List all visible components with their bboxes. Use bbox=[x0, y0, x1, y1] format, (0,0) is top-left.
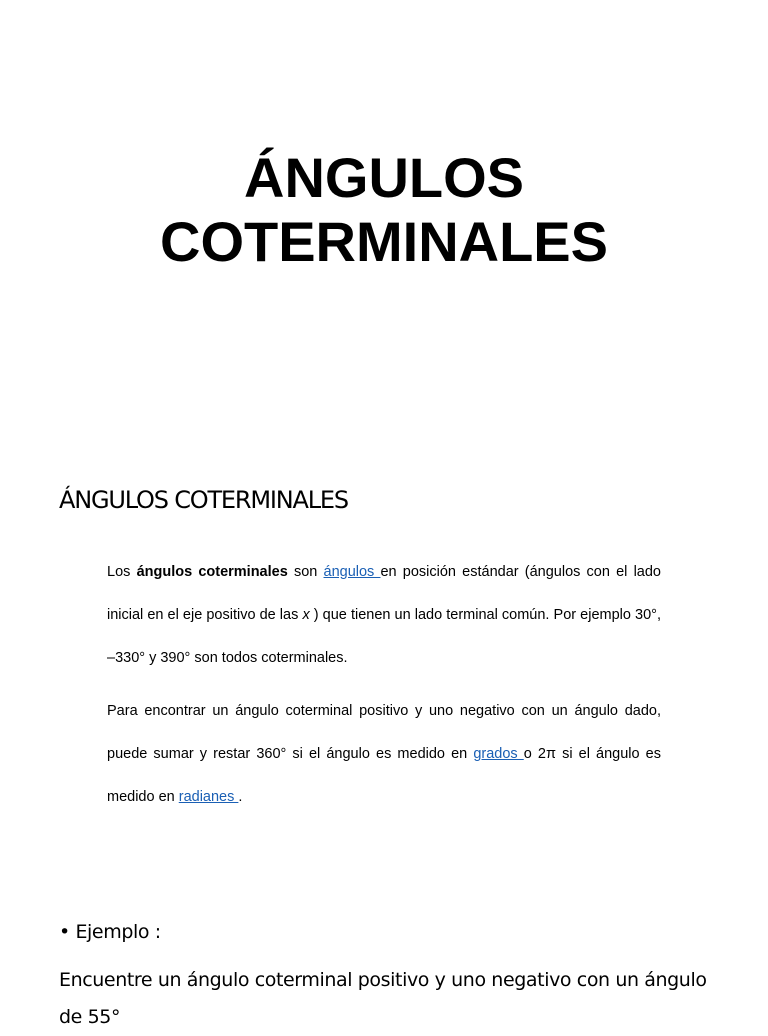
title-line-1: ÁNGULOS bbox=[244, 146, 524, 209]
para1-prefix: Los bbox=[107, 564, 137, 580]
definition-paragraph bbox=[107, 551, 661, 680]
para2-text-c: . bbox=[238, 789, 243, 805]
para1-bold-term: ángulos coterminales bbox=[136, 564, 288, 580]
link-angulos[interactable]: ángulos bbox=[323, 564, 381, 580]
method-paragraph bbox=[107, 690, 661, 819]
link-radianes[interactable]: radianes bbox=[178, 789, 239, 805]
para2-text-a: Para encontrar un ángulo coterminal positivo y uno negativo con un ángulo dado, puede sumar y restar 360° si el ángulo es medido en bbox=[107, 703, 661, 762]
link-grados[interactable]: grados bbox=[473, 746, 524, 762]
para1-text-b: ) que tienen un lado terminal común. Por ejemplo 30°, –330° y 390° son todos coterminales. bbox=[107, 607, 661, 666]
para2-text-b: o 2π si el ángulo es medido en bbox=[107, 746, 661, 805]
title-line-2: COTERMINALES bbox=[160, 210, 608, 273]
para1-italic-x: x bbox=[302, 607, 310, 623]
document-title bbox=[0, 146, 768, 274]
para1-mid: son bbox=[287, 564, 324, 580]
example-text: Encuentre un ángulo coterminal positivo y uno negativo con un ángulo de 55° bbox=[59, 969, 707, 1028]
para1-text-a: en posición estándar (ángulos con el lado inicial en el eje positivo de las bbox=[107, 564, 661, 623]
example-bullet: • Ejemplo : bbox=[59, 921, 161, 943]
section-heading: ÁNGULOS COTERMINALES bbox=[59, 486, 348, 514]
